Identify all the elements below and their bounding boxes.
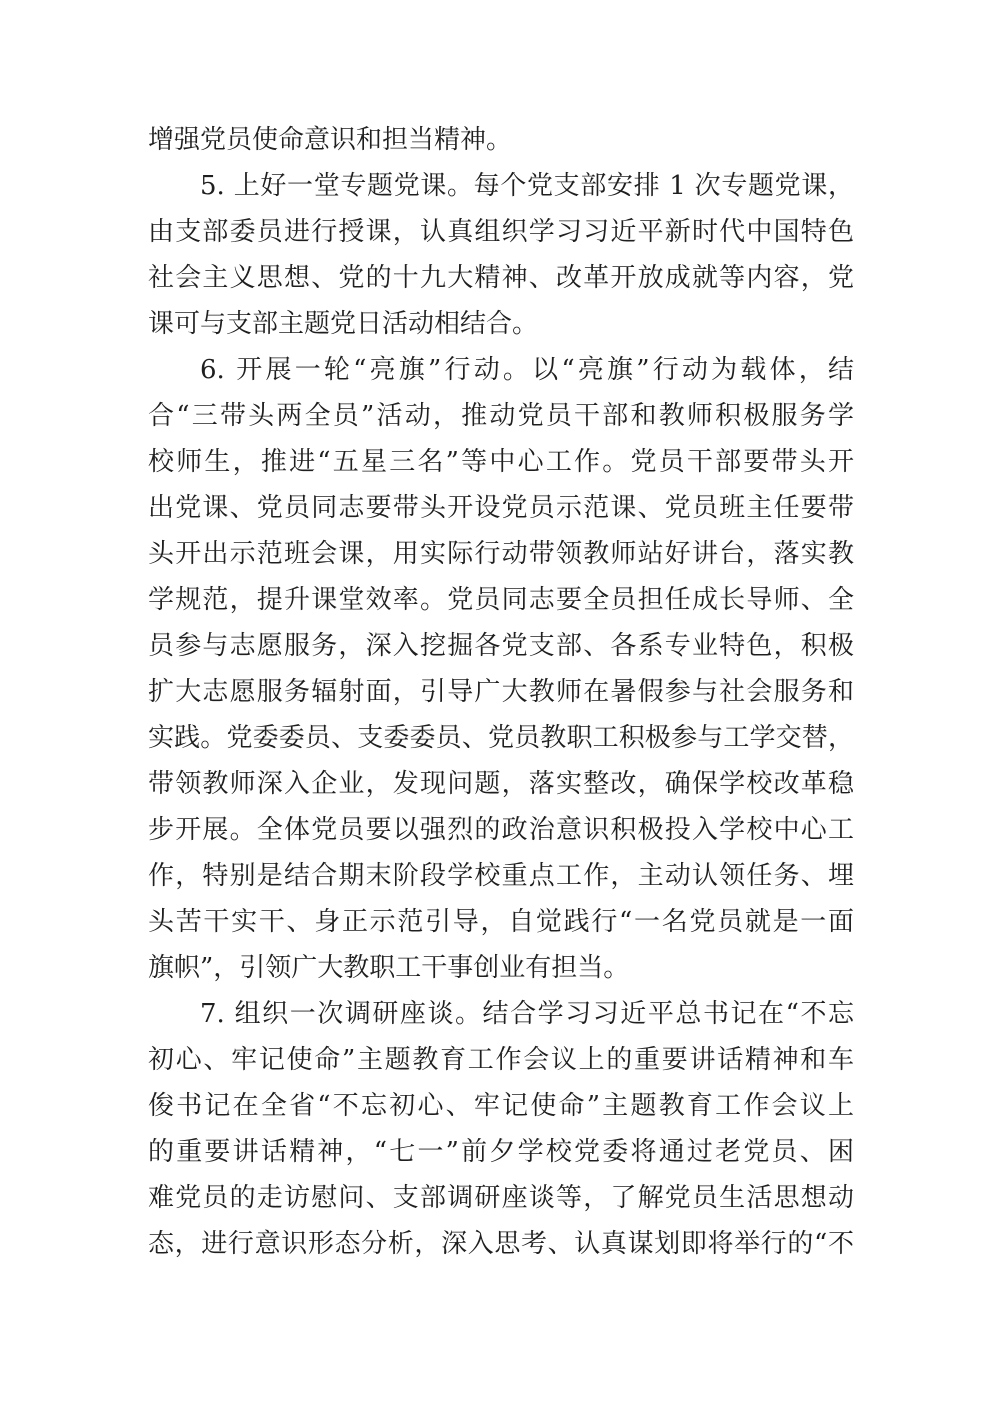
- text-line: 头苦干实干、身正示范引导，自觉践行“一名党员就是一面: [148, 907, 854, 937]
- item-7: [148, 991, 854, 1267]
- text-line: 态，进行意识形态分析，深入思考、认真谋划即将举行的“不: [148, 1229, 854, 1259]
- text-line: 合“三带头两全员”活动，推动党员干部和教师积极服务学: [148, 401, 854, 431]
- item-6: [148, 347, 854, 991]
- item-5: [148, 163, 854, 347]
- text-line: 5. 上好一堂专题党课。每个党支部安排 1 次专题党课，: [200, 171, 854, 201]
- text-line: 学规范，提升课堂效率。党员同志要全员担任成长导师、全: [148, 585, 854, 615]
- text-line: 6. 开展一轮“亮旗”行动。以“亮旗”行动为载体，结: [200, 355, 854, 385]
- text-line: 旗帜”，引领广大教职工干事创业有担当。: [148, 953, 630, 983]
- text-line: 的重要讲话精神，“七一”前夕学校党委将通过老党员、困: [148, 1137, 854, 1167]
- text-line: 难党员的走访慰问、支部调研座谈等，了解党员生活思想动: [148, 1183, 854, 1213]
- text-line: 扩大志愿服务辐射面，引导广大教师在暑假参与社会服务和: [148, 677, 854, 707]
- text-line: 7. 组织一次调研座谈。结合学习习近平总书记在“不忘: [200, 999, 854, 1029]
- text-line: 增强党员使命意识和担当精神。: [148, 125, 513, 155]
- text-line: 带领教师深入企业，发现问题，落实整改，确保学校改革稳: [148, 769, 854, 799]
- text-line: 课可与支部主题党日活动相结合。: [148, 309, 539, 339]
- paragraph-continuation: [148, 117, 854, 163]
- text-line: 步开展。全体党员要以强烈的政治意识积极投入学校中心工: [148, 815, 854, 845]
- text-line: 员参与志愿服务，深入挖掘各党支部、各系专业特色，积极: [148, 631, 854, 661]
- text-line: 俊书记在全省“不忘初心、牢记使命”主题教育工作会议上: [148, 1091, 854, 1121]
- text-line: 出党课、党员同志要带头开设党员示范课、党员班主任要带: [148, 493, 854, 523]
- text-line: 作，特别是结合期末阶段学校重点工作，主动认领任务、埋: [148, 861, 854, 891]
- text-line: 初心、牢记使命”主题教育工作会议上的重要讲话精神和车: [148, 1045, 854, 1075]
- text-line: 实践。党委委员、支委委员、党员教职工积极参与工学交替，: [148, 723, 854, 753]
- text-line: 社会主义思想、党的十九大精神、改革开放成就等内容，党: [148, 263, 854, 293]
- text-line: 头开出示范班会课，用实际行动带领教师站好讲台，落实教: [148, 539, 854, 569]
- text-line: 校师生，推进“五星三名”等中心工作。党员干部要带头开: [148, 447, 854, 477]
- text-line: 由支部委员进行授课，认真组织学习习近平新时代中国特色: [148, 217, 854, 247]
- document-text: [148, 117, 854, 1267]
